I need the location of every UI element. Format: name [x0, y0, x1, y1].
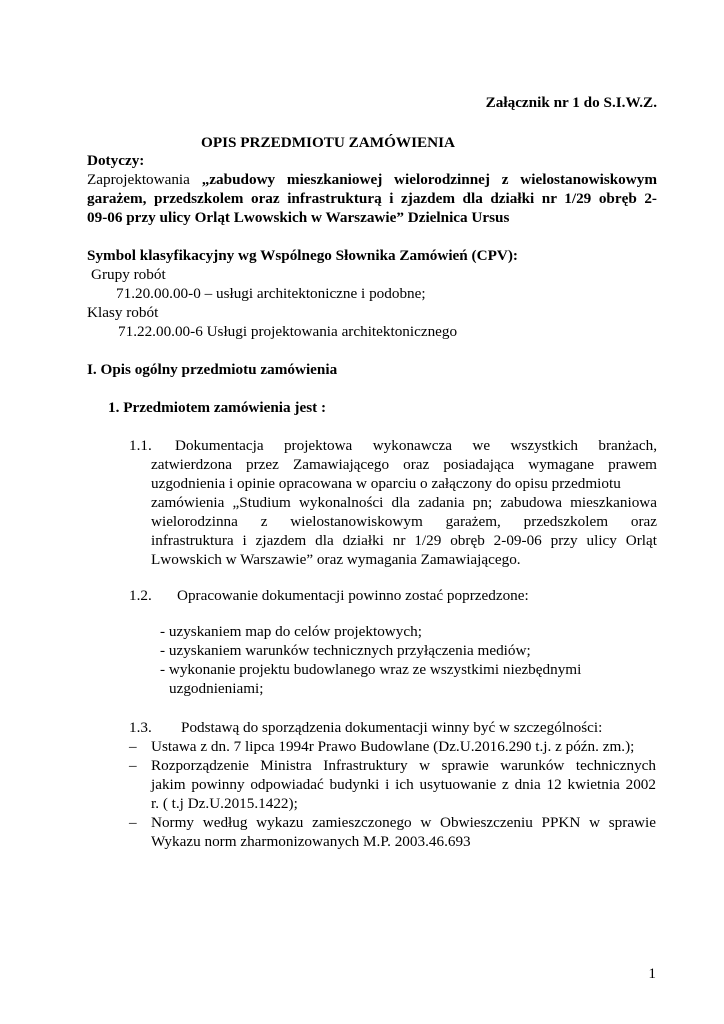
regarding-normal-text: Zaprojektowania: [87, 171, 202, 188]
dash-bullet: –: [129, 738, 137, 755]
paragraph-1-3-item-3-line: Wykazu norm zharmonizowanych M.P. 2003.46.693: [151, 833, 471, 850]
attachment-label: Załącznik nr 1 do S.I.W.Z.: [485, 94, 657, 111]
section-1-heading: I. Opis ogólny przedmiotu zamówienia: [87, 361, 338, 378]
document-title: OPIS PRZEDMIOTU ZAMÓWIENIA: [201, 134, 455, 151]
cpv-groups-label: Grupy robót: [91, 266, 166, 283]
dash-bullet: –: [129, 814, 137, 831]
regarding-line-1: [87, 170, 657, 189]
regarding-bold-text: „zabudowy mieszkaniowej wielorodzinnej z wielostanowiskowym: [201, 171, 657, 188]
paragraph-1-2-text: Opracowanie dokumentacji powinno zostać poprzedzone:: [177, 587, 529, 604]
paragraph-1-3-item-1: Ustawa z dn. 7 lipca 1994r Prawo Budowlane (Dz.U.2016.290 t.j. z późn. zm.);: [151, 738, 635, 755]
subsection-1-heading: 1. Przedmiotem zamówienia jest :: [108, 399, 327, 416]
paragraph-1-1-line: wielorodzinna z wielostanowiskowym garażem, przedszkolem oraz: [151, 513, 657, 530]
paragraph-1-2-item: - wykonanie projektu budowlanego wraz ze wszystkimi niezbędnymi: [160, 661, 582, 678]
paragraph-1-3-item-2-line: Rozporządzenie Ministra Infrastruktury w sprawie warunków technicznych: [151, 757, 656, 774]
paragraph-1-3-text: Podstawą do sporządzenia dokumentacji winny być w szczególności:: [181, 719, 603, 736]
paragraph-1-1-line: zamówienia „Studium wykonalności dla zadania pn; zabudowa mieszkaniowa: [151, 494, 657, 511]
regarding-label: Dotyczy:: [87, 152, 145, 169]
paragraph-1-2-item: - uzyskaniem warunków technicznych przyłączenia mediów;: [160, 642, 531, 659]
paragraph-1-1-number: 1.1.: [129, 437, 152, 454]
paragraph-1-1-line: uzgodnienia i opinie opracowana w oparciu o załączony do opisu przedmiotu: [151, 475, 621, 492]
cpv-heading: Symbol klasyfikacyjny wg Wspólnego Słownika Zamówień (CPV):: [87, 247, 518, 264]
paragraph-1-1-line: infrastruktura i zjazdem dla działki nr 1/29 obręb 2-09-06 przy ulicy Orląt: [151, 532, 657, 549]
regarding-line-2: garażem, przedszkolem oraz infrastrukturą i zjazdem dla działki nr 1/29 obręb 2-: [87, 190, 657, 207]
regarding-line-3: 09-06 przy ulicy Orląt Lwowskich w Warszawie” Dzielnica Ursus: [87, 209, 510, 226]
paragraph-1-2-item: - uzyskaniem map do celów projektowych;: [160, 623, 422, 640]
paragraph-1-2-item: uzgodnieniami;: [169, 680, 264, 697]
paragraph-1-2-number: 1.2.: [129, 587, 152, 604]
paragraph-1-1-line: Dokumentacja projektowa wykonawcza we wszystkich branżach,: [175, 437, 657, 454]
page-number: 1: [648, 965, 656, 982]
paragraph-1-1-line: zatwierdzona przez Zamawiającego oraz posiadająca wymagane prawem: [151, 456, 657, 473]
cpv-groups-value: 71.20.00.00-0 – usługi architektoniczne i podobne;: [116, 285, 426, 302]
paragraph-1-3-item-3-line: Normy według wykazu zamieszczonego w Obwieszczeniu PPKN w sprawie: [151, 814, 656, 831]
paragraph-1-1-line: Lwowskich w Warszawie” oraz wymagania Zamawiającego.: [151, 551, 521, 568]
cpv-classes-label: Klasy robót: [87, 304, 159, 321]
paragraph-1-3-item-2-line: r. ( t.j Dz.U.2015.1422);: [151, 795, 298, 812]
paragraph-1-3-number: 1.3.: [129, 719, 152, 736]
cpv-classes-value: 71.22.00.00-6 Usługi projektowania architektonicznego: [118, 323, 458, 340]
paragraph-1-3-item-2-line: jakim powinny odpowiadać budynki i ich usytuowanie z dnia 12 kwietnia 2002: [151, 776, 656, 793]
dash-bullet: –: [129, 757, 137, 774]
